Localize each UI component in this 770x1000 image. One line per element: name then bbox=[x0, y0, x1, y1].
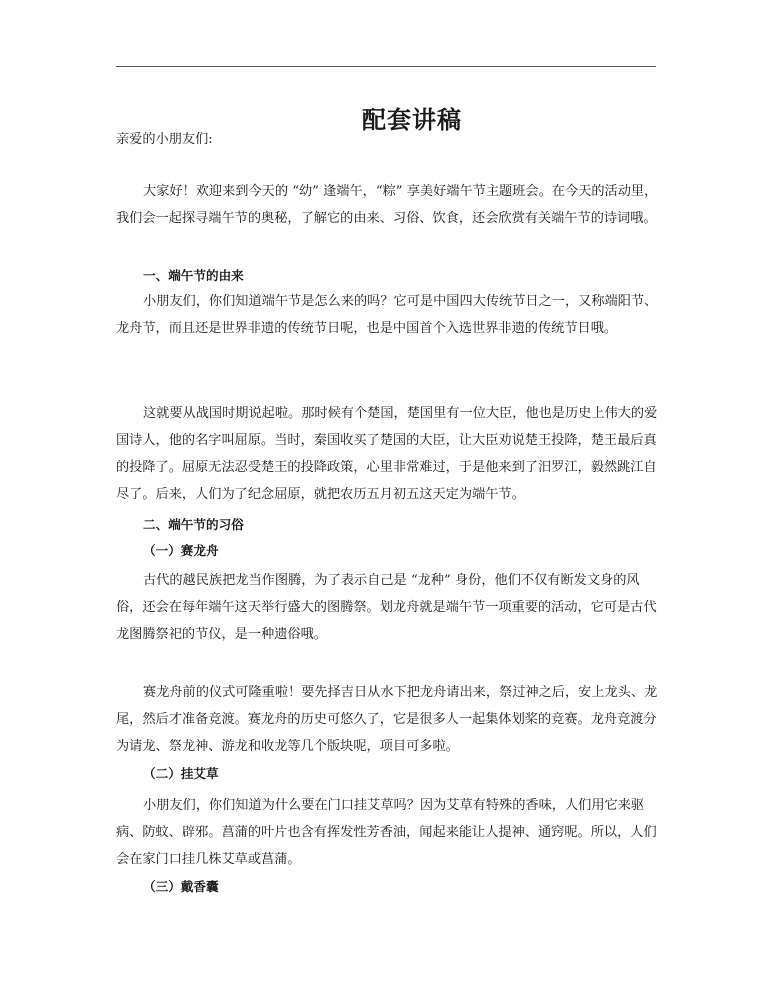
subheading-mugwort: （二）挂艾草 bbox=[143, 766, 219, 781]
intro-paragraph: 大家好！欢迎来到今天的 “幼” 逢端午，“粽” 享美好端午节主题班会。在今天的活动里，我们会一起探寻端午节的奥秘，了解它的由来、习俗、饮食，还会欣赏有关端午节的诗词哦。 bbox=[116, 184, 658, 226]
origin-paragraph-1: 小朋友们，你们知道端午节是怎么来的吗？它可是中国四大传统节日之一，又称端阳节、龙舟节，而且还是世界非遗的传统节日呢，也是中国首个入选世界非遗的传统节日哦。 bbox=[116, 294, 658, 336]
origin-paragraph-2: 这就要从战国时期说起啦。那时候有个楚国，楚国里有一位大臣，他也是历史上伟大的爱国诗人，他的名字叫屈原。当时，秦国收买了楚国的大臣，让大臣劝说楚王投降，楚王最后真的投降了。屈原无法忍受楚王的投降政策，心里非常难过，于是他来到了汨罗江，毅然跳江自尽了。后来，人们为了纪念屈原，就把农历五月初五这天定为端午节。 bbox=[116, 406, 658, 502]
mugwort-paragraph: 小朋友们，你们知道为什么要在门口挂艾草吗？因为艾草有特殊的香味，人们用它来驱病、防蚊、辟邪。菖蒲的叶片也含有挥发性芳香油，闻起来能让人提神、通窍呢。所以，人们会在家门口挂几株艾草或菖蒲。 bbox=[116, 798, 657, 867]
subheading-sachet: （三）戴香囊 bbox=[143, 879, 219, 894]
section-heading-origin: 一、端午节的由来 bbox=[143, 268, 244, 283]
dragon-boat-paragraph-1: 古代的越民族把龙当作图腾，为了表示自己是 “龙种” 身份，他们不仅有断发文身的风俗，还会在每年端午这天举行盛大的图腾祭。划龙舟就是端午节一项重要的活动，它可是古代龙图腾祭祀的节仪，是一种遗俗哦。 bbox=[116, 573, 657, 642]
subheading-dragon-boat: （一）赛龙舟 bbox=[143, 543, 219, 558]
section-heading-customs: 二、端午节的习俗 bbox=[143, 517, 244, 532]
header-rule bbox=[116, 66, 656, 67]
greeting: 亲爱的小朋友们: bbox=[116, 132, 213, 147]
dragon-boat-paragraph-2: 赛龙舟前的仪式可隆重啦！要先择吉日从水下把龙舟请出来，祭过神之后，安上龙头、龙尾，然后才准备竞渡。赛龙舟的历史可悠久了，它是很多人一起集体划桨的竞赛。龙舟竞渡分为请龙、祭龙神、游龙和收龙等几个版块呢，项目可多啦。 bbox=[116, 685, 658, 754]
document-title: 配套讲稿 bbox=[362, 106, 462, 135]
